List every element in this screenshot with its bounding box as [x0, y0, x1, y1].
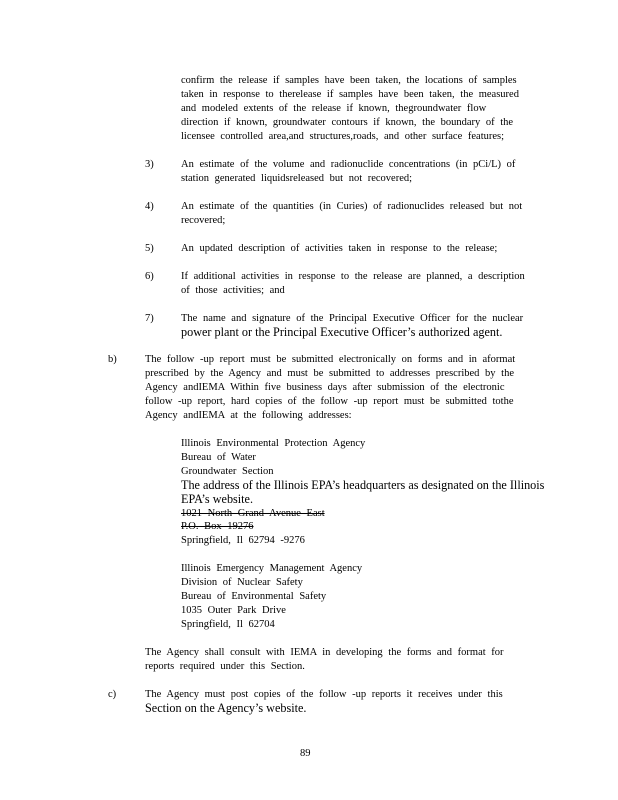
address-line: Groundwater Section [181, 466, 274, 477]
text-line: An updated description of activities taken in response to the release; [181, 243, 498, 254]
item-label: 6) [145, 271, 154, 282]
text-line: follow -up report, hard copies of the follow -up report must be submitted tothe [145, 396, 514, 407]
text-line: The Agency must post copies of the follow -up reports it receives under this [145, 689, 503, 700]
text-line: and modeled extents of the release if known, thegroundwater flow [181, 103, 487, 114]
text-line: An estimate of the volume and radionuclide concentrations (in pCi/L) of [181, 159, 516, 170]
inserted-text: The address of the Illinois EPA’s headquarters as designated on the Illinois [181, 478, 545, 492]
deleted-text: 1021 North Grand Avenue East [181, 508, 325, 519]
text-line: direction if known, groundwater contours if known, the boundary of the [181, 117, 514, 128]
text-line: An estimate of the quantities (in Curies) of radionuclides released but not [181, 201, 523, 212]
item-label: 7) [145, 313, 154, 324]
text-line: If additional activities in response to the release are planned, a description [181, 271, 525, 282]
text-line: The Agency shall consult with IEMA in developing the forms and format for [145, 647, 504, 658]
text-line: Agency andIEMA at the following addresses: [145, 410, 352, 421]
item-label: 5) [145, 243, 154, 254]
text-line: reports required under this Section. [145, 661, 305, 672]
address-line: Springfield, Il 62794 -9276 [181, 535, 305, 546]
address-line: 1035 Outer Park Drive [181, 605, 286, 616]
text-line: Agency andIEMA Within five business days after submission of the electronic [145, 382, 505, 393]
address-line: Bureau of Water [181, 452, 256, 463]
inserted-text: Section on the Agency’s website. [145, 701, 307, 715]
text-line: station generated liquidsreleased but not recovered; [181, 173, 413, 184]
deleted-text: P.O. Box 19276 [181, 521, 254, 532]
address-line: Illinois Environmental Protection Agency [181, 438, 366, 449]
item-label: 4) [145, 201, 154, 212]
paragraph-label: c) [108, 689, 117, 700]
text-line: confirm the release if samples have been taken, the locations of samples [181, 75, 517, 86]
text-line: recovered; [181, 215, 226, 226]
text-line: The name and signature of the Principal Executive Officer for the nuclear [181, 313, 524, 324]
text-line: taken in response to therelease if samples have been taken, the measured [181, 89, 519, 100]
text-line: prescribed by the Agency and must be submitted to addresses prescribed by the [145, 368, 514, 379]
text-line: licensee controlled area,and structures,roads, and other surface features; [181, 131, 505, 142]
address-line: Illinois Emergency Management Agency [181, 563, 363, 574]
page-number: 89 [300, 748, 311, 759]
address-line: Bureau of Environmental Safety [181, 591, 327, 602]
address-line: Springfield, Il 62704 [181, 619, 275, 630]
paragraph-label: b) [108, 354, 117, 365]
text-line: The follow -up report must be submitted electronically on forms and in aformat [145, 354, 516, 365]
inserted-text: power plant or the Principal Executive Officer’s authorized agent. [181, 325, 503, 339]
item-label: 3) [145, 159, 154, 170]
inserted-text: EPA’s website. [181, 492, 254, 506]
address-line: Division of Nuclear Safety [181, 577, 303, 588]
text-line: of those activities; and [181, 285, 285, 296]
